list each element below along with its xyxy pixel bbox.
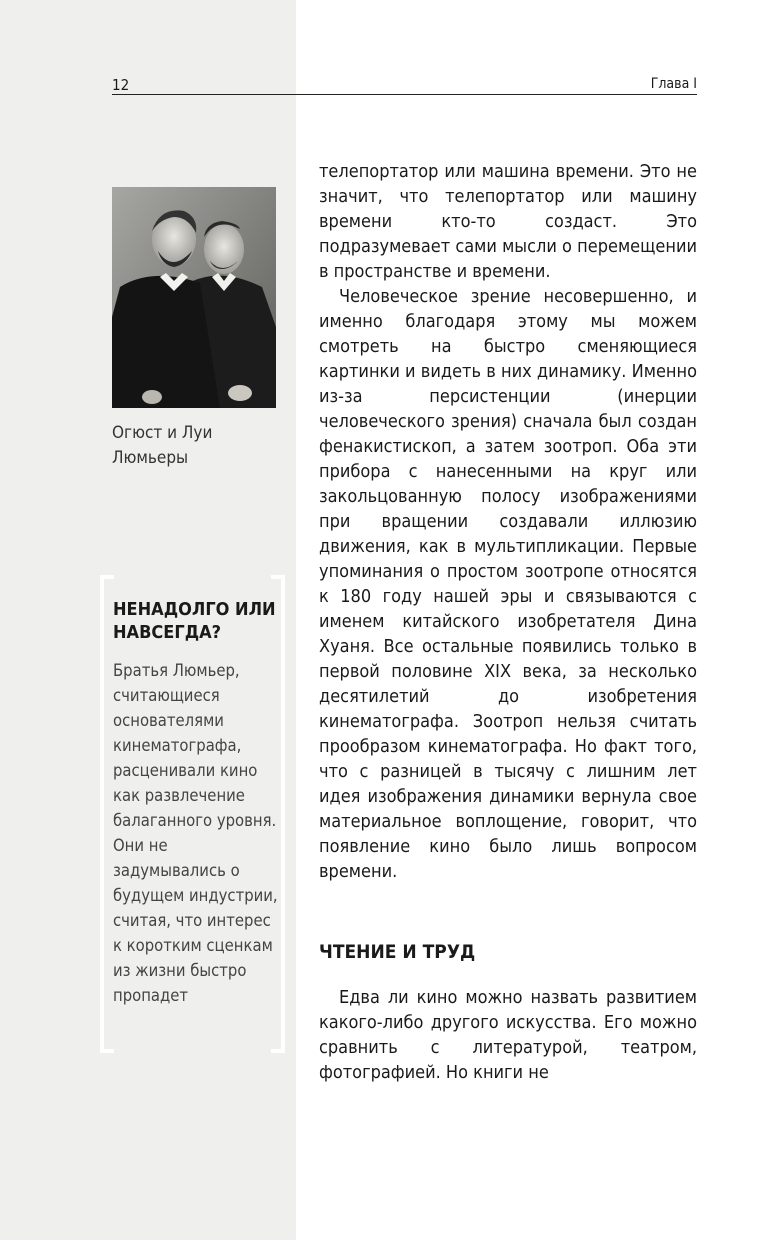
- page-header: [112, 74, 697, 95]
- lumiere-brothers-photo: [112, 187, 276, 408]
- photo-caption: Огюст и Луи Люмьеры: [112, 423, 213, 468]
- main-text: [319, 159, 697, 884]
- page-number: 12: [112, 76, 130, 94]
- sidebar-note-text: Братья Люмьер, считающиеся основателями кинематографа, расценивали кино как развлечение балаганного уровня. Они не задумывались о будущем индустрии, считая, что интерес к коротким сценкам из жизни быстро пропадет: [113, 661, 278, 1005]
- paragraph-vision: Человеческое зрение несовершенно, и именно благодаря этому мы можем смотреть на быстро сменяющиеся картинки и видеть в них динамику. Именно из-за персистенции (инерции человеческого зрения) сначала был создан фенакистископ, а затем зоотроп. Оба эти прибора с нанесенными на круг или закольцованную полосу изображениями при вращении создавали иллюзию движения, как в мультипликации. Первые упоминания о простом зоотропе относятся к 180 году нашей эры и связываются с именем китайского изобретателя Дина Хуаня. Все остальные появились только в первой половине XIX века, за несколько десятилетий до изобретения кинематографа. Зоотроп нельзя считать прообразом кинематографа. Но факт того, что с разницей в тысячу с лишним лет идея изображения динамики вернула свое материальное воплощение, говорит, что появление кино было лишь вопросом времени.: [319, 286, 697, 882]
- paragraph-continuation: телепортатор или машина времени. Это не значит, что телепортатор или машину времени кто-то создаст. Это подразумевает сами мысли о перемещении в пространстве и времени.: [319, 161, 697, 282]
- sidebar-note: [100, 575, 285, 1053]
- section-heading: ЧТЕНИЕ И ТРУД: [319, 941, 476, 963]
- section-paragraph: Едва ли кино можно назвать развитием какого-либо другого искусства. Его можно сравнить с литературой, театром, фотографией. Но книги не: [319, 987, 697, 1083]
- sidebar-note-title: НЕНАДОЛГО ИЛИ НАВСЕГДА?: [113, 599, 276, 643]
- chapter-label: Глава I: [650, 76, 697, 92]
- bracket-left: [100, 575, 114, 1053]
